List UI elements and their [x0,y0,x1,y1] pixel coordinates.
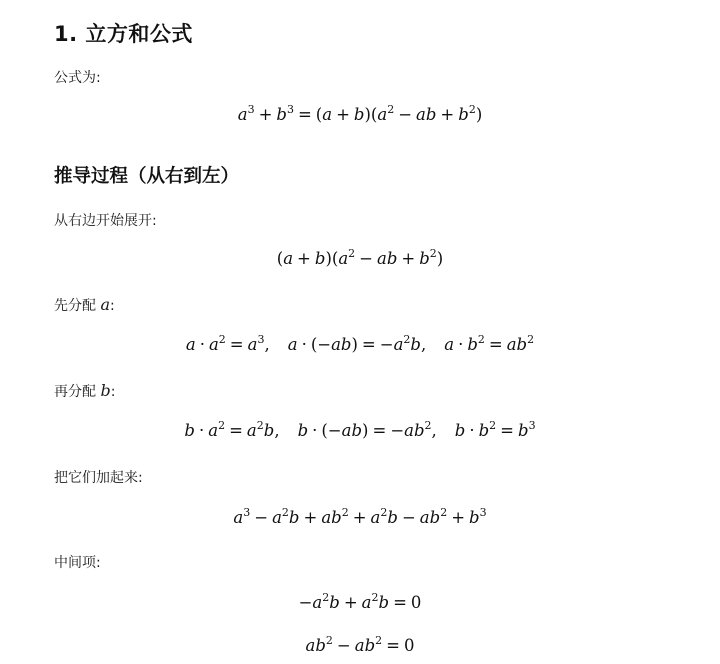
distribute-b-suffix: : [110,384,116,400]
equation-sum: $a^3 - a^2b + ab^2 + a^2b - ab^2 + b^3$ [233,506,487,527]
expand-intro-text: 从右边开始展开: [54,213,157,229]
middle-terms-text: 中间项: [54,555,101,571]
equation-distribute-a: $a \cdot a^2 = a^3$, $a \cdot (-ab) = -a^2b$, $a \cdot b^2 = ab^2$ [185,333,535,354]
distribute-a-text [54,295,115,315]
distribute-b-text [54,381,115,401]
section-title: 1. 立方和公式 [54,22,193,46]
equation-distribute-b: $b \cdot a^2 = a^2b$, $b \cdot (-ab) = -ab^2$, $b \cdot b^2 = b^3$ [184,419,536,440]
distribute-a-prefix: 先分配 [54,298,96,314]
derivation-heading: 推导过程（从右到左） [54,166,240,187]
distribute-b-prefix: 再分配 [54,384,96,400]
equation-middle-1: $-a^2b + a^2b = 0$ [298,591,422,612]
distribute-a-variable: a [100,295,110,314]
distribute-a-suffix: : [110,298,115,314]
equation-main: $a^3 + b^3 = (a + b)(a^2$ − ab + $b^2$) [237,103,483,124]
equation-expand: $(a + b)(a^2$ − ab + $b^2$) [276,247,444,268]
sum-intro-text: 把它们加起来: [54,470,143,486]
formula-intro-text: 公式为: [54,70,101,86]
distribute-b-variable: b [100,381,111,400]
equation-middle-2: $ab^2 - ab^2 = 0$ [305,634,415,655]
